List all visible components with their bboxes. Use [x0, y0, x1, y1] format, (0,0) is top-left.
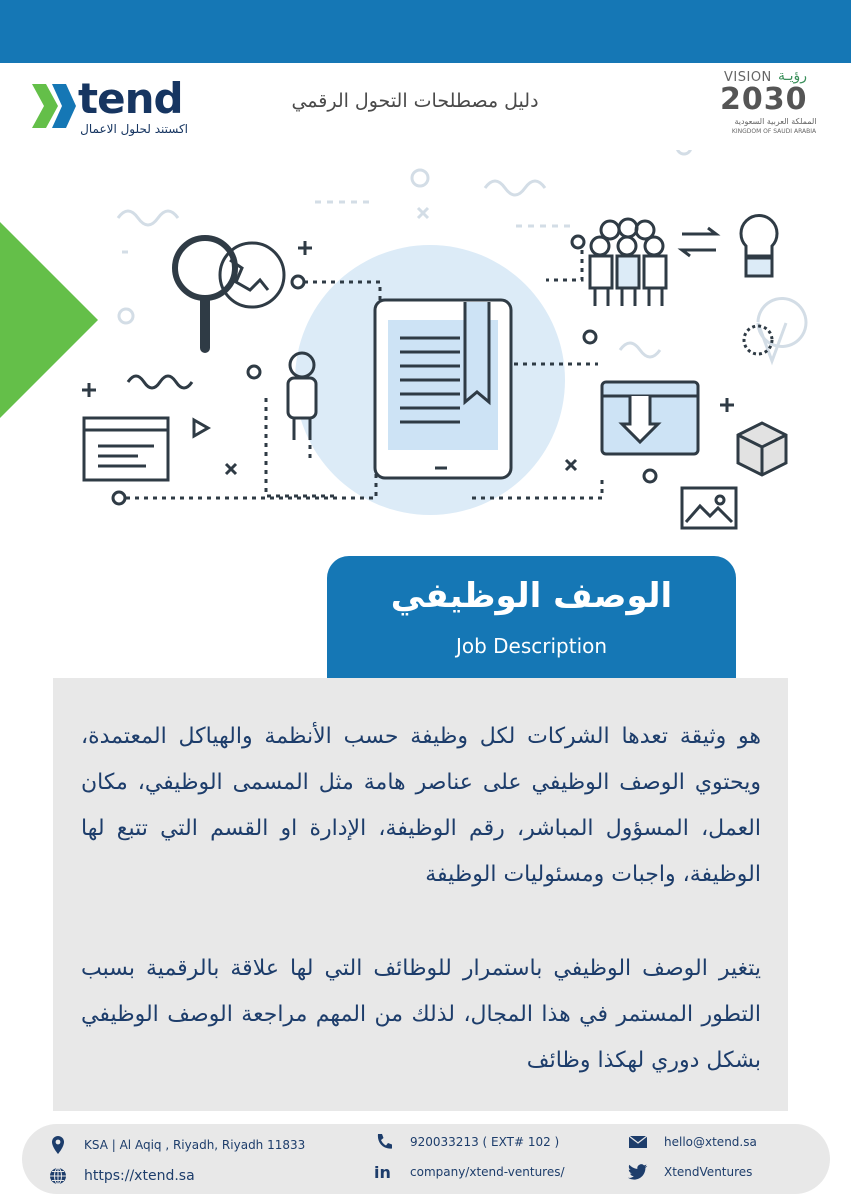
twitter-item[interactable]: [628, 1162, 752, 1182]
vision-kingdom-arabic: المملكة العربية السعودية: [734, 117, 817, 126]
globe-icon: [48, 1166, 68, 1186]
svg-text:in: in: [374, 1163, 391, 1182]
email-address[interactable]: hello@xtend.sa: [664, 1135, 757, 1149]
website-item[interactable]: [48, 1166, 195, 1186]
section-title-arabic: الوصف الوظيفي: [390, 576, 673, 616]
location-pin-icon: [48, 1135, 68, 1155]
vision-arabic: رؤيـة: [778, 68, 808, 84]
top-banner-bar: [0, 0, 851, 63]
address-item: [48, 1135, 305, 1155]
definition-paragraph-1: هو وثيقة تعدها الشركات لكل وظيفة حسب الأنظمة والهياكل المعتمدة، ويحتوي الوصف الوظيفي على عناصر هامة مثل المسمى الوظيفي، مكان العمل، المسؤول المباشر، رقم الوظيفة، الإدارة او القسم التي تتبع لها الوظيفة، واجبات ومسئوليات الوظيفة: [81, 724, 761, 887]
phone-item[interactable]: [374, 1132, 559, 1152]
twitter-icon: [628, 1162, 648, 1182]
section-title-tab: [327, 556, 736, 678]
twitter-handle[interactable]: XtendVentures: [664, 1165, 753, 1179]
xtend-logo: [30, 74, 200, 140]
page-header-title: دليل مصطلحات التحول الرقمي: [291, 90, 539, 112]
definition-panel: [53, 678, 788, 1111]
contact-footer: [22, 1124, 830, 1194]
section-title-english: Job Description: [455, 634, 608, 658]
phone-number[interactable]: 920033213 ( EXT# 102 ): [410, 1135, 560, 1149]
linkedin-item[interactable]: [374, 1162, 565, 1182]
mail-icon: [628, 1132, 648, 1152]
brand-word: tend: [78, 74, 183, 123]
vision-kingdom-english: KINGDOM OF SAUDI ARABIA: [731, 128, 817, 135]
definition-paragraph-2: يتغير الوصف الوظيفي باستمرار للوظائف التي لها علاقة بالرقمية بسبب التطور المستمر في هذا المجال، لذلك من المهم مراجعة الوصف الوظيفي بشكل دوري لهكذا وظائف: [81, 956, 761, 1073]
email-item[interactable]: [628, 1132, 757, 1152]
digital-transformation-illustration: [70, 150, 830, 530]
linkedin-icon: [374, 1162, 394, 1182]
linkedin-handle[interactable]: company/xtend-ventures/: [410, 1165, 565, 1179]
phone-icon: [374, 1132, 394, 1152]
x-mark-icon: [30, 78, 78, 134]
website-link[interactable]: https://xtend.sa: [84, 1168, 195, 1184]
vision-year: 2030: [720, 82, 808, 117]
address-text: KSA | Al Aqiq , Riyadh, Riyadh 11833: [84, 1138, 306, 1152]
brand-tagline: اكستند لحلول الاعمال: [80, 122, 188, 136]
vision-2030-logo: [716, 70, 826, 140]
vision-word: VISION: [724, 70, 772, 85]
